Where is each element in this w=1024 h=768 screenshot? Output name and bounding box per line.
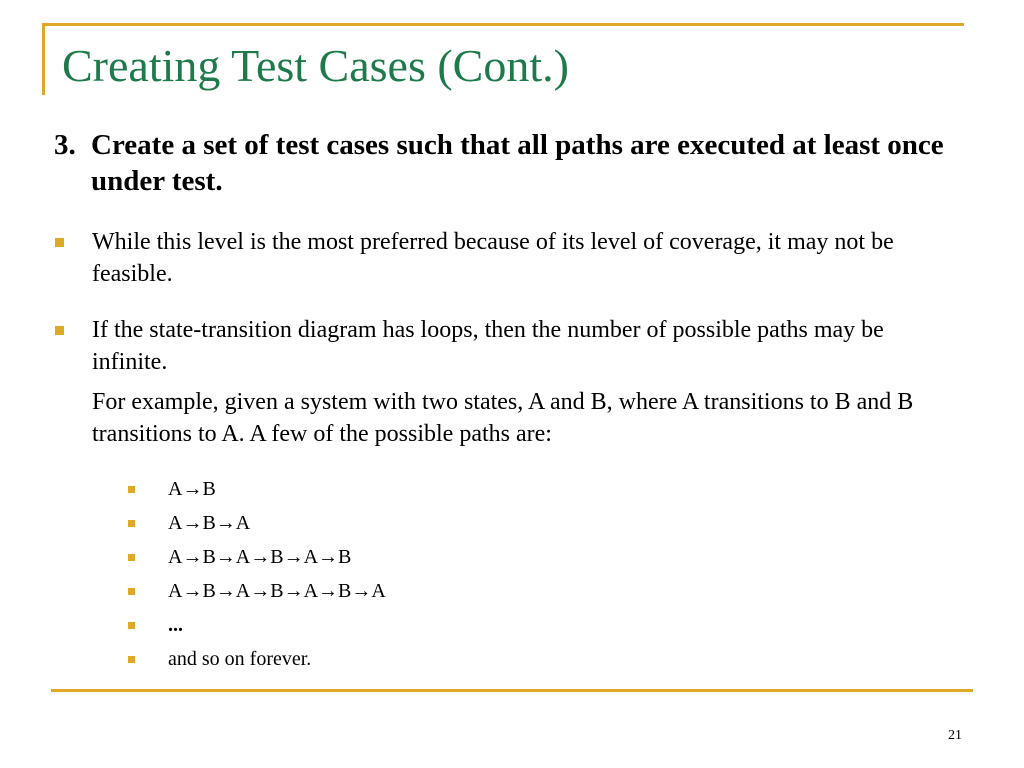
title-accent-vertical-line [42,23,45,95]
bullet-item [55,226,965,290]
square-bullet-icon [128,554,135,561]
path-label: A→B→A→B→A→B→A [168,580,386,602]
square-bullet-icon [128,656,135,663]
slide-title: Creating Test Cases (Cont.) [62,40,569,91]
path-list [128,478,386,682]
title-accent-horizontal-line [42,23,964,26]
square-bullet-icon [128,588,135,595]
section-heading-text: Create a set of test cases such that all paths are executed at least once under test. [91,129,944,197]
bullet-item [55,314,965,450]
square-bullet-icon [128,520,135,527]
path-list-item [128,648,386,682]
path-list-item [128,614,386,648]
section-heading [54,127,974,199]
path-label: ... [168,614,183,636]
path-list-item [128,580,386,614]
path-list-item [128,478,386,512]
path-list-item [128,546,386,580]
bullet-text: While this level is the most preferred because of its level of coverage, it may not be feasible. [92,229,894,287]
square-bullet-icon [55,238,64,247]
square-bullet-icon [128,622,135,629]
footer-accent-line [51,689,973,692]
bullet-example-paragraph: For example, given a system with two states, A and B, where A transitions to B and B transitions to A. A few of the possible paths are: [92,389,914,447]
bullet-text: If the state-transition diagram has loops, then the number of possible paths may be infinite. [92,317,884,375]
square-bullet-icon [55,326,64,335]
path-label: and so on forever. [168,648,312,670]
path-label: A→B→A [168,512,251,534]
square-bullet-icon [128,486,135,493]
path-label: A→B [168,478,216,500]
page-number: 21 [948,728,962,743]
section-heading-number: 3. [54,129,76,161]
path-list-item [128,512,386,546]
path-label: A→B→A→B→A→B [168,546,352,568]
